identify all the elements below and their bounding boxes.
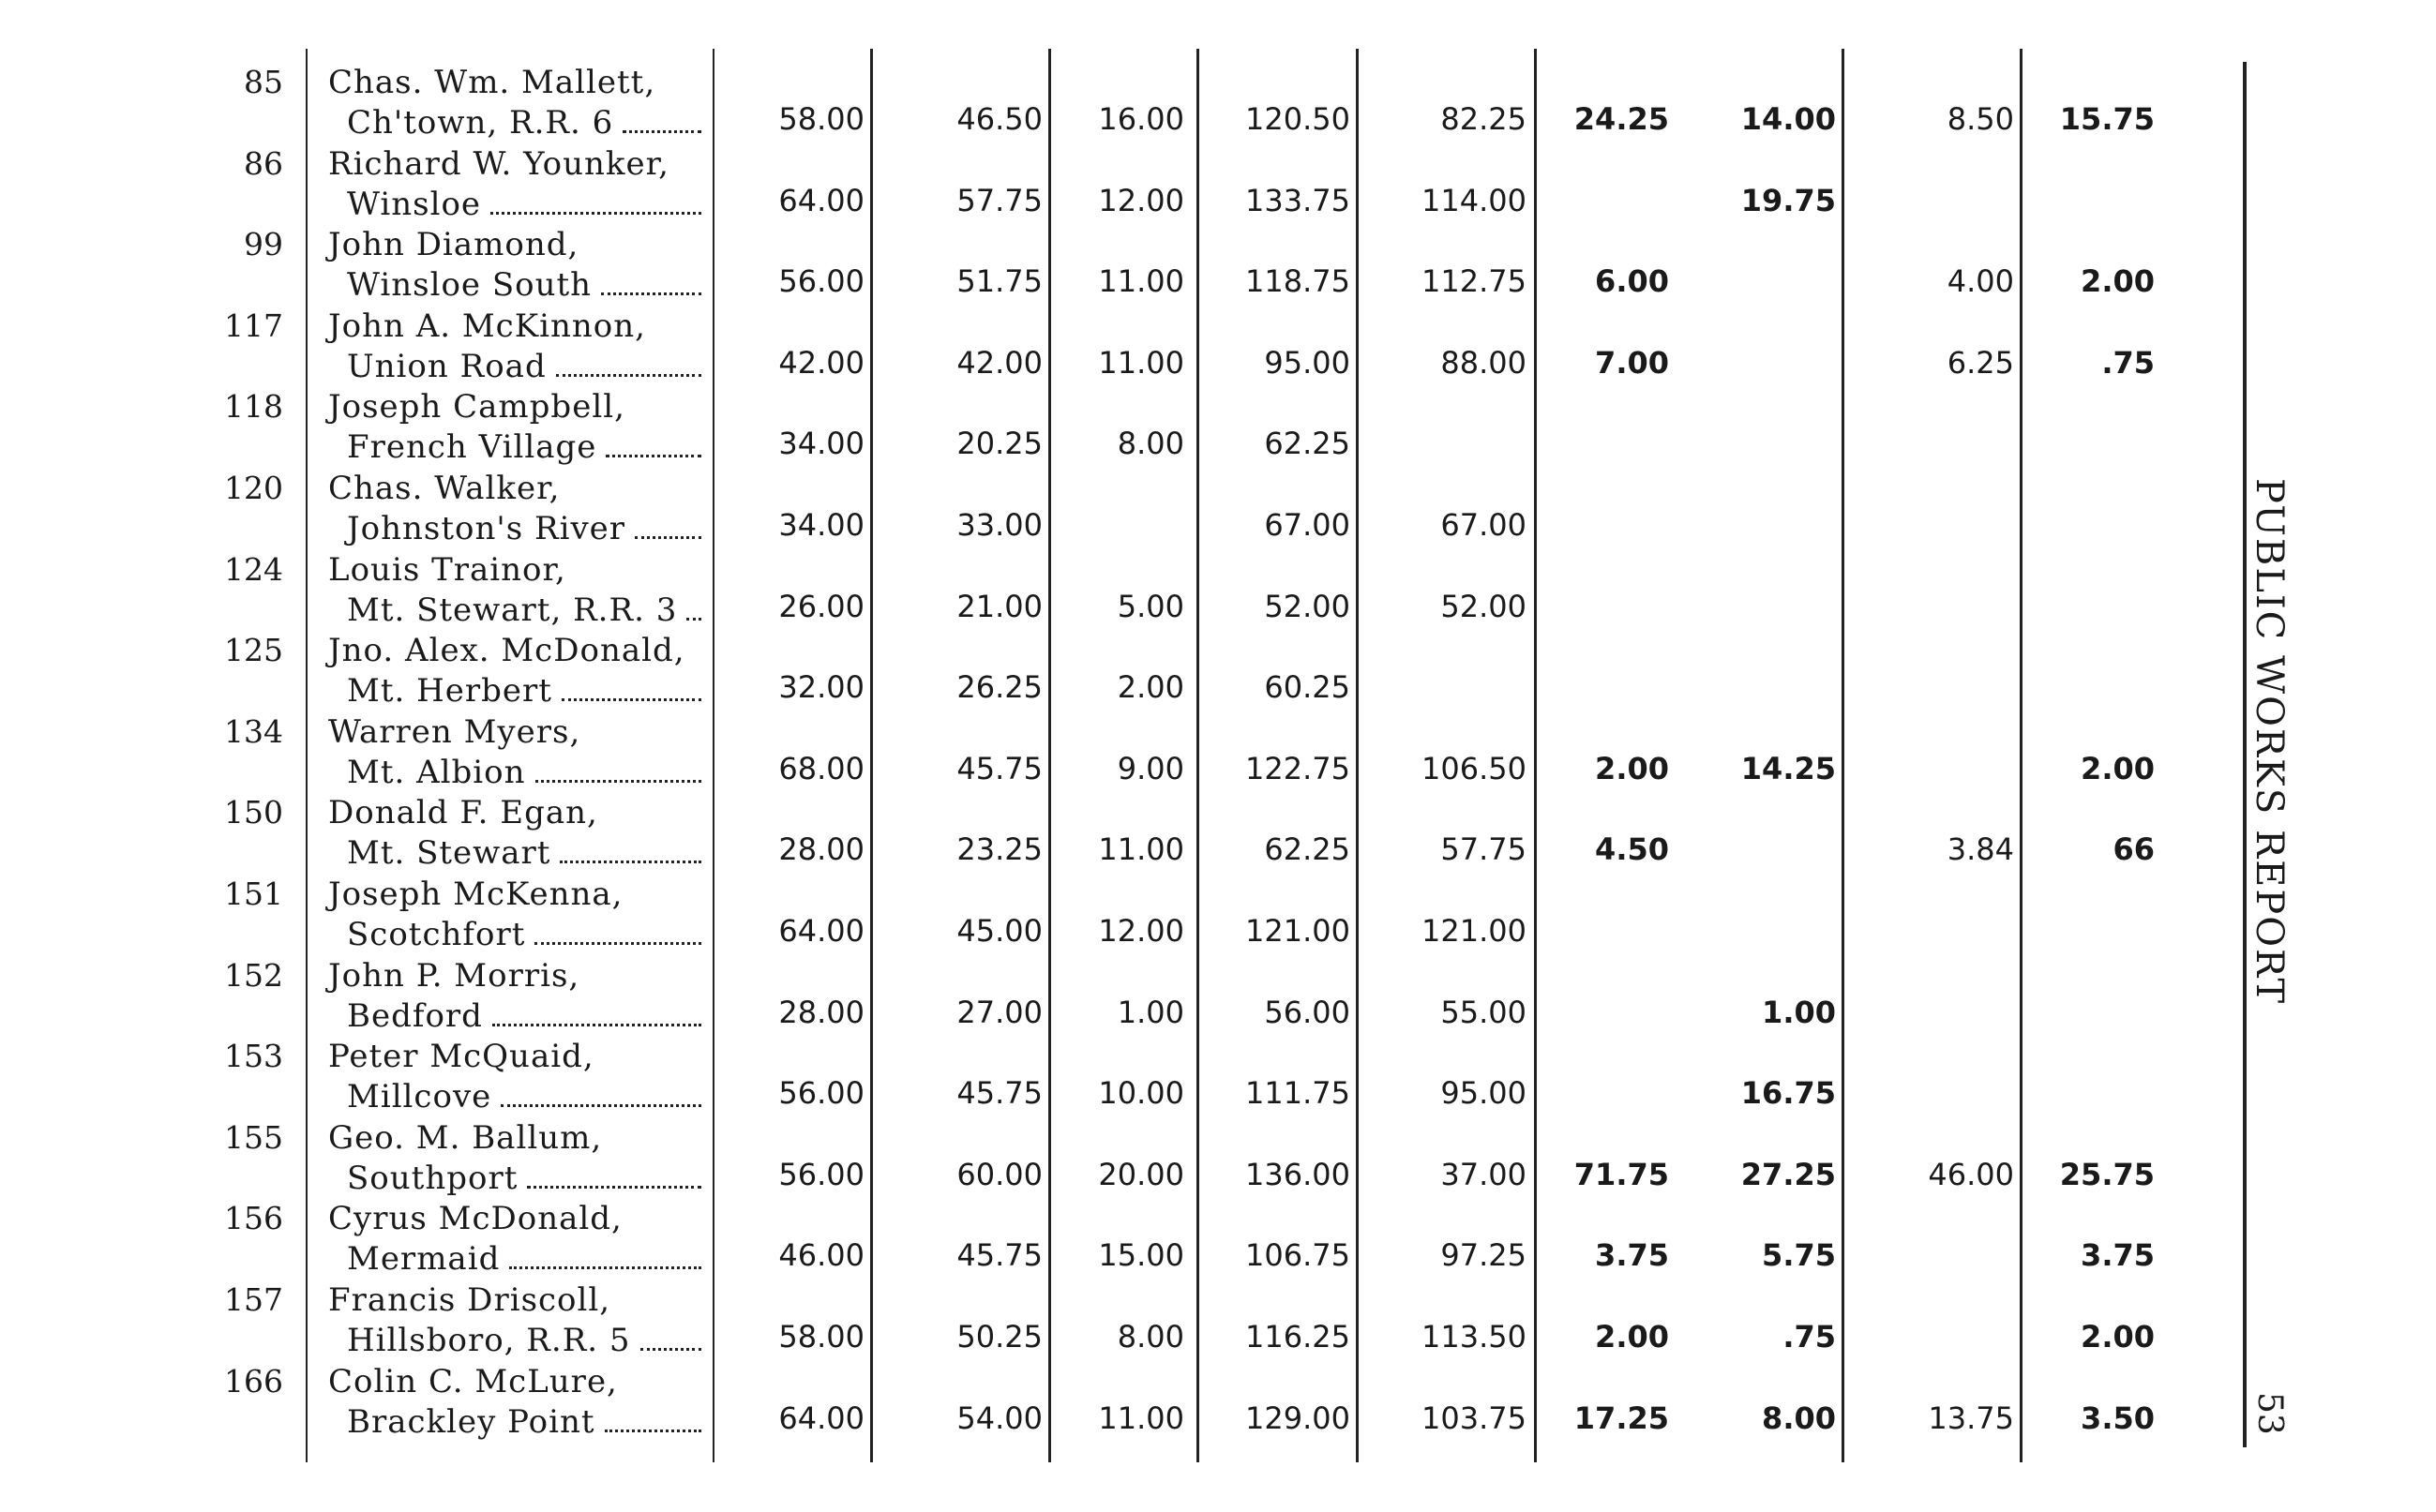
amount-col-2: 45.75 [956,1075,1043,1112]
amount-col-3: 1.00 [1117,994,1184,1030]
amount-col-3: 9.00 [1117,750,1184,786]
address-line [347,510,701,547]
column-rule [1356,49,1359,1462]
amount-col-8: 13.75 [1928,1400,2014,1436]
contractor-address: Mt. Stewart, R.R. 3 [347,591,678,629]
leader-dots [606,445,701,457]
amount-col-3: 12.00 [1098,182,1184,218]
row-id: 125 [224,632,283,669]
row-id: 153 [224,1038,283,1075]
amount-col-4: 136.00 [1245,1156,1350,1192]
amount-col-3: 8.00 [1117,426,1184,462]
amount-col-7: 8.00 [1762,1400,1836,1436]
leader-dots [640,1339,701,1351]
leader-dots [605,1420,701,1432]
amount-col-4: 60.25 [1264,669,1350,706]
address-line [347,916,701,953]
contractor-address: Johnston's River [347,510,626,547]
contractor-address: Winsloe [347,185,482,223]
amount-col-5: 114.00 [1421,182,1526,218]
amount-col-2: 45.75 [956,750,1043,786]
leader-dots [686,608,701,621]
amount-col-1: 68.00 [778,750,865,786]
amount-col-5: 37.00 [1440,1156,1526,1192]
contractor-name: Richard W. Younker, [328,144,669,183]
amount-col-1: 42.00 [778,344,865,381]
amount-col-1: 28.00 [778,994,865,1030]
amount-col-1: 58.00 [778,1319,865,1355]
amount-col-1: 28.00 [778,831,865,868]
amount-col-1: 56.00 [778,1075,865,1112]
amount-col-6: 71.75 [1573,1156,1669,1192]
contractor-address: Millcove [347,1078,492,1116]
leader-dots [556,365,701,377]
amount-col-8: 6.25 [1947,344,2014,381]
amount-col-4: 122.75 [1245,750,1350,786]
amount-col-1: 26.00 [778,588,865,624]
leader-dots [509,1257,701,1269]
amount-col-3: 10.00 [1098,1075,1184,1112]
amount-col-3: 5.00 [1117,588,1184,624]
amount-col-1: 58.00 [778,101,865,137]
row-id: 117 [224,307,283,344]
amount-col-7: 27.25 [1740,1156,1836,1192]
contractor-name: Geo. M. Ballum, [328,1118,603,1157]
contractor-address: Mt. Albion [347,753,526,791]
amount-col-7: 19.75 [1740,182,1836,218]
amount-col-1: 34.00 [778,507,865,543]
address-line [347,428,701,466]
contractor-address: Brackley Point [347,1402,595,1441]
leader-dots [534,933,701,945]
amount-col-7: 1.00 [1762,994,1836,1030]
amount-col-7: 5.75 [1762,1237,1836,1274]
amount-col-2: 27.00 [956,994,1043,1030]
row-id: 99 [244,226,283,263]
amount-col-8: 8.50 [1947,101,2014,137]
row-id: 134 [224,712,283,750]
contractor-name: John A. McKinnon, [328,307,646,345]
amount-col-4: 67.00 [1264,507,1350,543]
contractor-address: Southport [347,1159,519,1197]
amount-col-1: 56.00 [778,263,865,300]
leader-dots [527,1176,701,1189]
row-id: 151 [224,876,283,912]
amount-col-3: 16.00 [1098,101,1184,137]
amount-col-2: 21.00 [956,588,1043,624]
contractor-name: Colin C. McLure, [328,1362,618,1400]
column-rule [306,49,308,1462]
contractor-address: Ch'town, R.R. 6 [347,104,614,142]
amount-col-5: 106.50 [1421,750,1526,786]
contractor-name: Peter McQuaid, [328,1038,594,1076]
contractor-address: Scotchfort [347,916,526,953]
amount-col-4: 106.75 [1245,1237,1350,1274]
amount-col-1: 64.00 [778,182,865,218]
contractor-name: Joseph Campbell, [328,388,625,427]
amount-col-5: 112.75 [1421,263,1526,300]
amount-col-8: 3.84 [1947,831,2014,868]
contractor-name: John P. Morris, [328,956,580,995]
amount-col-3: 11.00 [1098,831,1184,868]
leader-dots [492,1014,701,1026]
leader-dots [601,283,701,295]
amount-col-9: 3.75 [2081,1237,2155,1274]
contractor-address: Mermaid [347,1240,501,1279]
amount-col-3: 2.00 [1117,669,1184,706]
column-rule [1196,49,1199,1462]
amount-col-3: 11.00 [1098,263,1184,300]
amount-col-9: 2.00 [2081,263,2155,300]
amount-col-3: 15.00 [1098,1237,1184,1274]
amount-col-3: 11.00 [1098,1400,1184,1436]
address-line [347,1078,701,1115]
contractor-name: Joseph McKenna, [328,876,624,913]
amount-col-2: 45.00 [956,913,1043,949]
address-line [347,348,701,385]
amount-col-5: 55.00 [1440,994,1526,1030]
amount-col-6: 24.25 [1573,101,1669,137]
running-title: PUBLIC WORKS REPORT [2248,478,2291,1006]
row-id: 118 [224,388,283,426]
contractor-name: Francis Driscoll, [328,1281,611,1319]
leader-dots [535,771,701,783]
amount-col-4: 62.25 [1264,426,1350,462]
amount-col-6: 6.00 [1595,263,1669,300]
amount-col-5: 103.75 [1421,1400,1526,1436]
row-id: 150 [224,794,283,831]
amount-col-4: 95.00 [1264,344,1350,381]
amount-col-2: 26.25 [956,669,1043,706]
amount-col-9: 2.00 [2081,1319,2155,1355]
address-line [347,266,701,304]
address-line [347,1403,701,1441]
amount-col-3: 12.00 [1098,913,1184,949]
row-id: 120 [224,470,283,506]
amount-col-2: 51.75 [956,263,1043,300]
contractor-name: John Diamond, [328,226,579,264]
amount-col-1: 34.00 [778,426,865,462]
amount-col-5: 121.00 [1421,913,1526,949]
contractor-name: Louis Trainor, [328,550,566,589]
leader-dots [560,851,701,863]
amount-col-5: 88.00 [1440,344,1526,381]
contractor-address: Mt. Stewart [347,834,551,873]
amount-col-5: 67.00 [1440,507,1526,543]
amount-col-9: 25.75 [2059,1156,2155,1192]
amount-col-9: 15.75 [2059,101,2155,137]
amount-col-6: 2.00 [1595,750,1669,786]
row-id: 155 [224,1118,283,1156]
column-rule [713,49,714,1462]
amount-col-9: 3.50 [2081,1400,2155,1436]
contractor-address: Mt. Herbert [347,672,552,711]
contractor-address: Winsloe South [347,266,593,305]
row-id: 157 [224,1281,283,1318]
row-id: 156 [224,1200,283,1237]
amount-col-5: 95.00 [1440,1075,1526,1112]
contractor-name: Chas. Walker, [328,470,561,507]
amount-col-4: 111.75 [1245,1075,1350,1112]
contractor-address: Union Road [347,347,547,385]
amount-col-8: 46.00 [1928,1156,2014,1192]
amount-col-4: 121.00 [1245,913,1350,949]
amount-col-4: 62.25 [1264,831,1350,868]
amount-col-2: 45.75 [956,1237,1043,1274]
amount-col-3: 11.00 [1098,344,1184,381]
amount-col-7: 16.75 [1740,1075,1836,1112]
amount-col-6: 17.25 [1573,1400,1669,1436]
address-line [347,186,701,223]
amount-col-2: 20.25 [956,426,1043,462]
contractor-name: Jno. Alex. McDonald, [328,632,685,670]
contractor-name: Donald F. Egan, [328,794,598,832]
leader-dots [623,121,701,133]
amount-col-1: 64.00 [778,1400,865,1436]
leader-dots [635,527,701,539]
amount-col-6: 2.00 [1595,1319,1669,1355]
address-line [347,834,701,872]
amount-col-3: 20.00 [1098,1156,1184,1192]
amount-col-9: .75 [2101,344,2155,381]
address-line [347,672,701,710]
amount-col-1: 64.00 [778,913,865,949]
amount-col-5: 97.25 [1440,1237,1526,1274]
amount-col-2: 46.50 [956,101,1043,137]
row-id: 166 [224,1362,283,1400]
address-line [347,591,701,629]
row-id: 124 [224,550,283,588]
amount-col-2: 54.00 [956,1400,1043,1436]
contractor-address: Bedford [347,996,483,1035]
amount-col-9: 2.00 [2081,750,2155,786]
leader-dots [490,202,701,215]
amount-col-6: 7.00 [1595,344,1669,381]
address-line [347,104,701,142]
amount-col-4: 129.00 [1245,1400,1350,1436]
amount-col-4: 118.75 [1245,263,1350,300]
amount-col-1: 32.00 [778,669,865,706]
amount-col-5: 57.75 [1440,831,1526,868]
contractor-name: Warren Myers, [328,712,581,751]
amount-col-2: 50.25 [956,1319,1043,1355]
amount-col-1: 56.00 [778,1156,865,1192]
amount-col-2: 60.00 [956,1156,1043,1192]
address-line [347,754,701,791]
column-rule [870,49,873,1462]
contractor-name: Cyrus McDonald, [328,1200,623,1238]
address-line [347,997,701,1035]
amount-col-9: 66 [2113,831,2155,868]
amount-col-4: 56.00 [1264,994,1350,1030]
amount-col-5: 82.25 [1440,101,1526,137]
amount-col-7: 14.00 [1740,101,1836,137]
row-id: 85 [244,64,283,100]
amount-col-4: 133.75 [1245,182,1350,218]
amount-col-2: 42.00 [956,344,1043,381]
amount-col-2: 33.00 [956,507,1043,543]
address-line [347,1240,701,1278]
address-line [347,1160,701,1197]
amount-col-2: 57.75 [956,182,1043,218]
amount-col-5: 52.00 [1440,588,1526,624]
column-rule [1842,49,1844,1462]
amount-col-6: 4.50 [1595,831,1669,868]
contractor-name: Chas. Wm. Mallett, [328,64,656,101]
leader-dots [501,1095,701,1107]
amount-col-3: 8.00 [1117,1319,1184,1355]
amount-col-4: 52.00 [1264,588,1350,624]
contractor-address: Hillsboro, R.R. 5 [347,1322,631,1359]
row-id: 152 [224,956,283,994]
amount-col-7: .75 [1782,1319,1836,1355]
amount-col-4: 116.25 [1245,1319,1350,1355]
address-line [347,1322,701,1359]
row-id: 86 [244,144,283,182]
page-number: 53 [2250,1392,2289,1435]
amount-col-2: 23.25 [956,831,1043,868]
amount-col-7: 14.25 [1740,750,1836,786]
amount-col-5: 113.50 [1421,1319,1526,1355]
amount-col-1: 46.00 [778,1237,865,1274]
amount-col-4: 120.50 [1245,101,1350,137]
leader-dots [562,689,701,701]
amount-col-8: 4.00 [1947,263,2014,300]
amount-col-6: 3.75 [1595,1237,1669,1274]
contractor-address: French Village [347,428,597,467]
